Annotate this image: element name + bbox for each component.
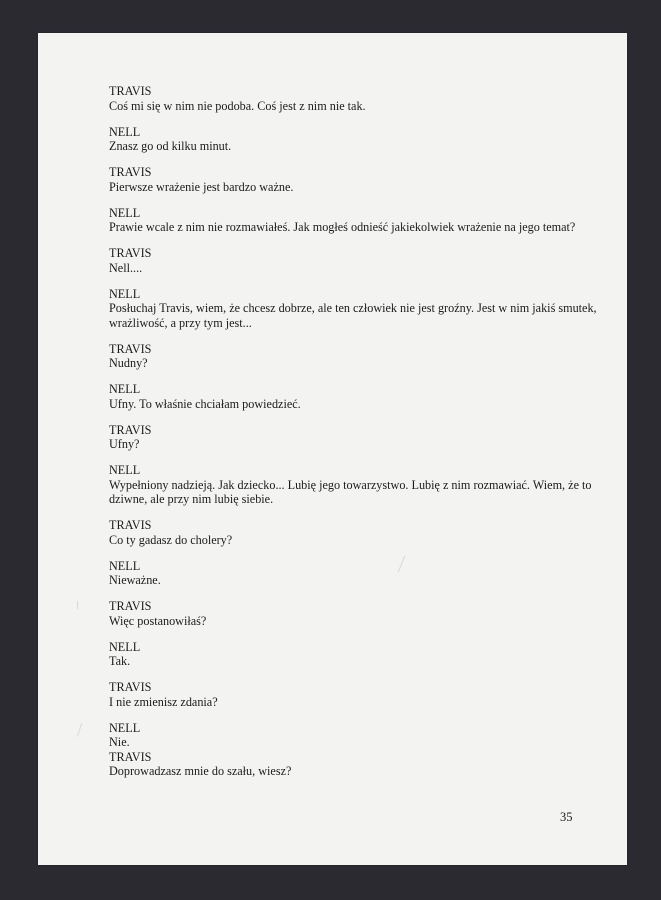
speaker-name: TRAVIS <box>109 680 152 694</box>
dialogue-line: Prawie wcale z nim nie rozmawiałeś. Jak mogłeś odnieść jakiekolwiek wrażenie na jego temat? <box>109 220 576 234</box>
speaker-name: NELL <box>109 286 141 301</box>
dialogue-block <box>109 680 599 709</box>
dialogue-block <box>109 84 599 113</box>
dialogue-block <box>109 721 599 750</box>
speaker-name: TRAVIS <box>109 341 152 356</box>
dialogue-line: Wypełniony nadzieją. Jak dziecko... Lubię jego towarzystwo. Lubię z nim rozmawiać. Wiem, że to dziwne, ale przy nim lubię siebie. <box>109 477 592 506</box>
dialogue-line: Pierwsze wrażenie jest bardzo ważne. <box>109 179 294 194</box>
dialogue-block <box>109 246 599 275</box>
dialogue-block <box>109 463 599 507</box>
page-number: 35 <box>560 810 573 824</box>
dialogue-line: Tak. <box>109 654 131 668</box>
dialogue-line: Posłuchaj Travis, wiem, że chcesz dobrze, ale ten człowiek nie jest groźny. Jest w nim jakiś smutek, wrażliwość, a przy tym jest... <box>109 301 597 330</box>
script-dialogue <box>109 84 599 790</box>
dialogue-line: Nieważne. <box>109 573 161 587</box>
speaker-name: TRAVIS <box>109 599 152 613</box>
speaker-name: NELL <box>109 463 141 477</box>
speaker-name: TRAVIS <box>109 518 152 532</box>
speaker-name: TRAVIS <box>109 246 152 260</box>
dialogue-block <box>109 206 599 235</box>
speaker-name: TRAVIS <box>109 422 152 437</box>
dialogue-block <box>109 287 599 331</box>
speaker-name: NELL <box>109 382 141 396</box>
dialogue-block <box>109 125 599 154</box>
speaker-name: TRAVIS <box>109 165 152 179</box>
dialogue-line: Nell.... <box>109 260 143 275</box>
dialogue-line: Ufny? <box>109 437 140 451</box>
speaker-name: NELL <box>109 124 141 139</box>
dialogue-block <box>109 559 599 588</box>
speaker-name: TRAVIS <box>109 749 152 764</box>
speaker-name: NELL <box>109 720 141 735</box>
speaker-name: NELL <box>109 639 141 654</box>
dialogue-line: Nudny? <box>109 356 148 370</box>
dialogue-line: I nie zmienisz zdania? <box>109 694 218 709</box>
dialogue-line: Doprowadzasz mnie do szału, wiesz? <box>109 764 292 778</box>
dialogue-line: Nie. <box>109 735 130 749</box>
dialogue-line: Więc postanowiłaś? <box>109 613 207 628</box>
dialogue-line: Znasz go od kilku minut. <box>109 139 232 153</box>
paper-speck <box>77 601 78 609</box>
dialogue-block <box>109 750 599 779</box>
speaker-name: TRAVIS <box>109 84 152 98</box>
speaker-name: NELL <box>109 205 141 220</box>
dialogue-block <box>109 423 599 452</box>
dialogue-line: Coś mi się w nim nie podoba. Coś jest z nim nie tak. <box>109 98 366 113</box>
dialogue-line: Ufny. To właśnie chciałam powiedzieć. <box>109 396 301 411</box>
dialogue-line: Co ty gadasz do cholery? <box>109 532 233 547</box>
dialogue-block <box>109 599 599 628</box>
dialogue-block <box>109 640 599 669</box>
dialogue-block <box>109 518 599 547</box>
dialogue-block <box>109 165 599 194</box>
speaker-name: NELL <box>109 558 141 573</box>
dialogue-block <box>109 342 599 371</box>
dialogue-block <box>109 382 599 411</box>
paper-speck <box>77 723 82 737</box>
